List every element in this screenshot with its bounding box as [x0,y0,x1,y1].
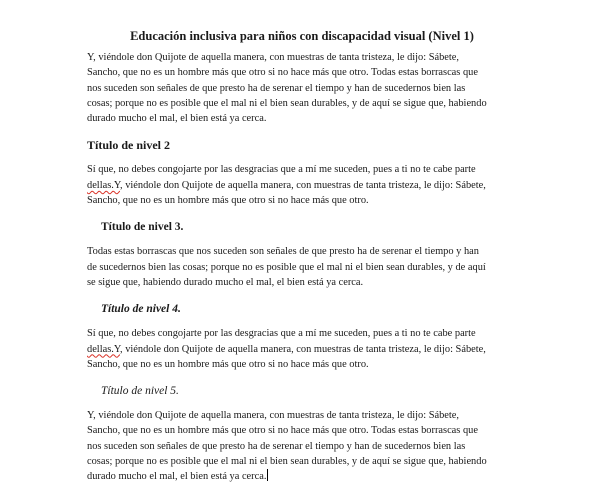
paragraph-line: Y, viéndole don Quijote de aquella manera, con muestras de tanta tristeza, le dijo: Sábete, [87,410,460,422]
paragraph-line: nos suceden son señales de que presto ha de serenar el tiempo y han de sucedernos bien las [87,82,466,94]
paragraph-4 [87,326,517,372]
paragraph-line: Sí que, no debes congojarte por las desgracias que a mí me suceden, pues a ti no te cabe parte [87,164,476,176]
document-page[interactable] [87,28,517,485]
heading-level-5: Título de nivel 5. [101,385,179,398]
paragraph-line-rest: , viéndole don Quijote de aquella manera, con muestras de tanta tristeza, le dijo: Sábete, [120,179,486,191]
heading-level-3: Título de nivel 3. [101,221,184,234]
paragraph-line: Sancho, que no es un hombre más que otro si no hace más que otro. [87,195,369,207]
paragraph-2 [87,162,517,208]
paragraph-line: Sancho, que no es un hombre más que otro si no hace más que otro. [87,358,369,370]
document-title: Educación inclusiva para niños con discapacidad visual (Nivel 1) [130,29,474,43]
paragraph-1 [87,50,517,126]
paragraph-3 [87,244,517,290]
heading-level-4: Título de nivel 4. [101,303,181,316]
paragraph-5 [87,408,517,484]
paragraph-line [87,342,517,357]
paragraph-line: durado mucho el mal, el bien está ya cerca. [87,113,267,125]
paragraph-line: cosas; porque no es posible que el mal ni el bien sean durables, y de aquí se sigue que, habiendo [87,97,487,109]
spelling-error-mark[interactable]: dellas.Y [87,343,120,355]
paragraph-line: Sancho, que no es un hombre más que otro si no hace más que otro. Todas estas borrascas que [87,67,478,79]
text-cursor [267,469,268,481]
paragraph-line: Sí que, no debes congojarte por las desgracias que a mí me suceden, pues a ti no te cabe parte [87,328,476,340]
paragraph-line: cosas; porque no es posible que el mal ni el bien sean durables, y de aquí se sigue que, habiendo [87,456,487,468]
paragraph-line: de sucedernos bien las cosas; porque no es posible que el mal ni el bien sean durables, y de aquí [87,261,486,273]
heading-level-2: Título de nivel 2 [87,138,171,153]
paragraph-line-text: durado mucho el mal, el bien está ya cerca. [87,471,267,483]
paragraph-line [87,178,517,193]
paragraph-line: Sancho, que no es un hombre más que otro si no hace más que otro. Todas estas borrascas que [87,425,478,437]
paragraph-line: Y, viéndole don Quijote de aquella manera, con muestras de tanta tristeza, le dijo: Sábete, [87,52,460,63]
paragraph-line-rest: , viéndole don Quijote de aquella manera, con muestras de tanta tristeza, le dijo: Sábete, [120,343,486,355]
paragraph-line: Todas estas borrascas que nos suceden son señales de que presto ha de serenar el tiempo y han [87,246,479,258]
spelling-error-mark[interactable]: dellas.Y [87,179,120,191]
paragraph-line [87,469,517,484]
paragraph-line: nos suceden son señales de que presto ha de serenar el tiempo y han de sucedernos bien las [87,440,466,452]
paragraph-line: se sigue que, habiendo durado mucho el mal, el bien está ya cerca. [87,276,364,288]
